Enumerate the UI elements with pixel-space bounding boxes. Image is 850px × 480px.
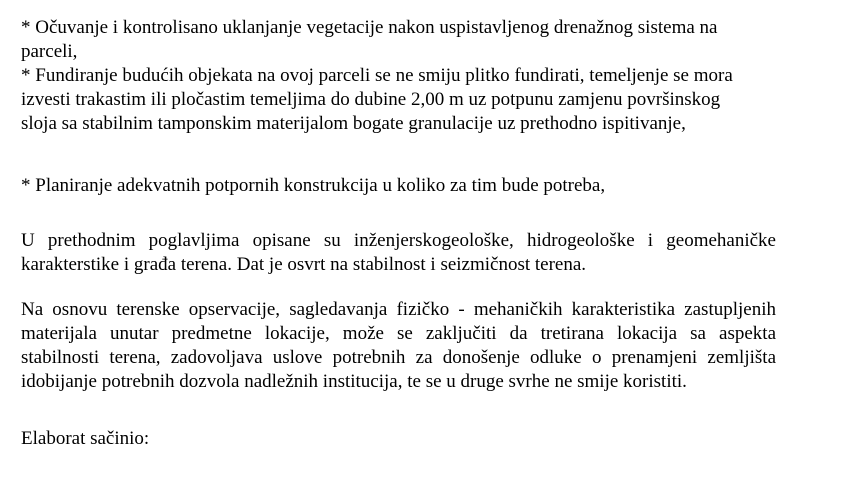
paragraph-2-line-3: stabilnosti terena, zadovoljava uslove potrebnih za donošenje odluke o prenamjeni zemljišta (21, 347, 776, 368)
paragraph-1-line-2: karakterstike i građa terena. Dat je osvrt na stabilnost i seizmičnost terena. (21, 254, 587, 275)
bullet-1-line-1: * Očuvanje i kontrolisano uklanjanje vegetacije nakon uspistavljenog drenažnog sistema na (21, 17, 718, 38)
paragraph-2-line-2: materijala unutar predmetne lokacije, može se zaključiti da tretirana lokacija sa aspekta (21, 323, 776, 344)
bullet-2-line-1: * Fundiranje budućih objekata na ovoj parceli se ne smiju plitko fundirati, temeljenje se mora (21, 65, 733, 86)
bullet-2-line-3: sloja sa stabilnim tamponskim materijalom bogate granulacije uz prethodno ispitivanje, (21, 113, 686, 134)
bullet-1-line-2: parceli, (21, 41, 78, 62)
bullet-2-line-2: izvesti trakastim ili pločastim temeljima do dubine 2,00 m uz potpunu zamjenu površinskog (21, 89, 721, 110)
paragraph-2-line-4: idobijanje potrebnih dozvola nadležnih institucija, te se u druge svrhe ne smije koristiti. (21, 371, 687, 392)
bullet-3-line-1: * Planiranje adekvatnih potpornih konstrukcija u koliko za tim bude potreba, (21, 175, 606, 196)
closing-signature-label: Elaborat sačinio: (21, 428, 150, 449)
paragraph-1-line-1: U prethodnim poglavljima opisane su inženjerskogeološke, hidrogeološke i geomehaničke (21, 230, 776, 251)
paragraph-2-line-1: Na osnovu terenske opservacije, sagledavanja fizičko - mehaničkih karakteristika zastupljenih (21, 299, 776, 320)
